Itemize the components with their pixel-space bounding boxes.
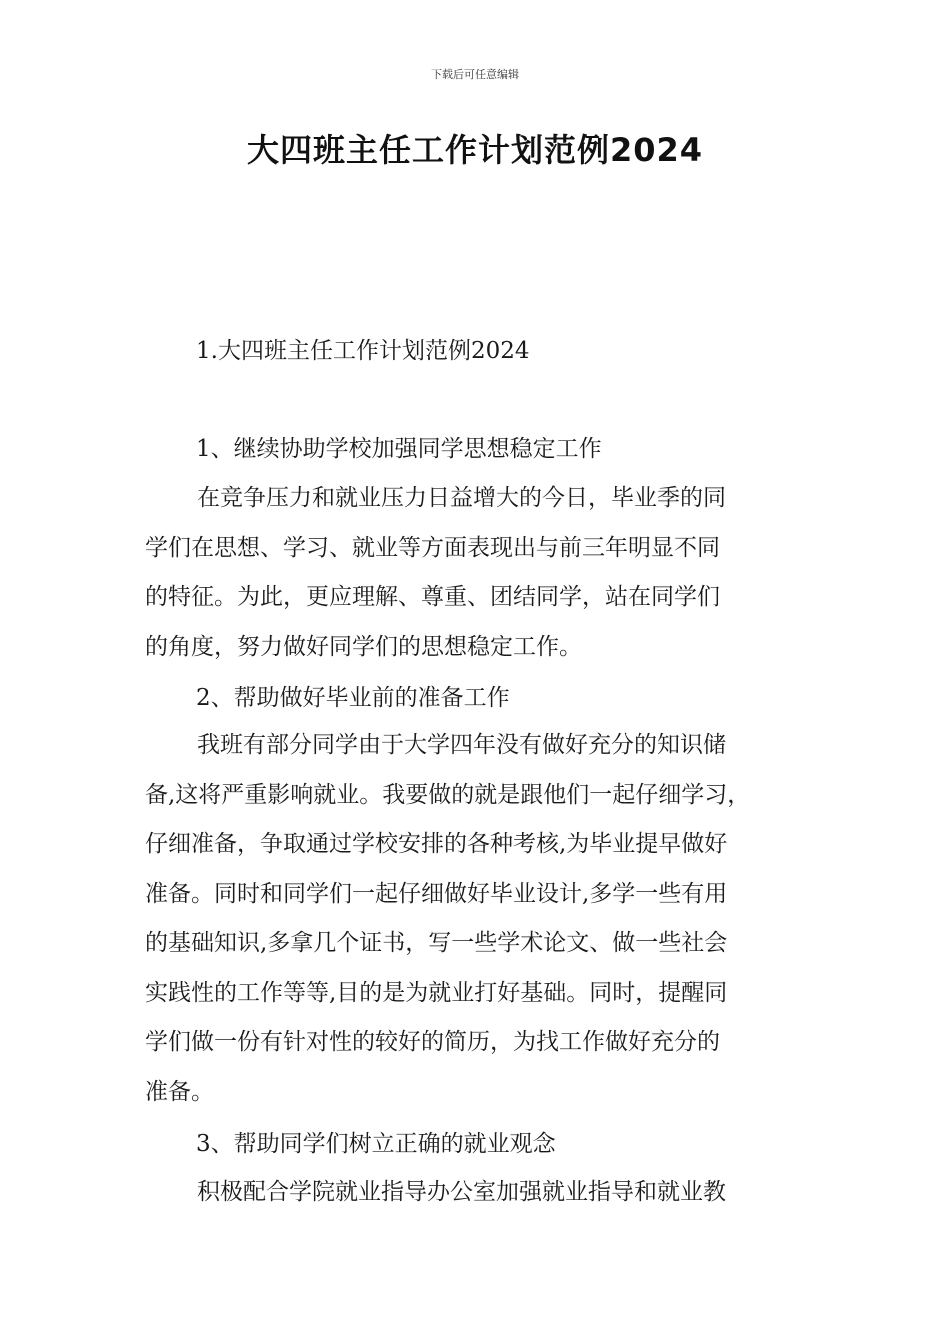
paragraph-line: 实践性的工作等等,目的是为就业打好基础。同时，提醒同 <box>145 979 728 1006</box>
numbered-heading: 1.大四班主任工作计划范例2024 <box>196 338 530 364</box>
section-heading-3: 3、帮助同学们树立正确的就业观念 <box>196 1131 556 1157</box>
section-heading-2: 2、帮助做好毕业前的准备工作 <box>196 685 510 711</box>
paragraph-line: 仔细准备，争取通过学校安排的各种考核,为毕业提早做好 <box>145 831 728 857</box>
paragraph-line: 在竞争压力和就业压力日益增大的今日，毕业季的同 <box>197 485 726 511</box>
paragraph-line: 学们在思想、学习、就业等方面表现出与前三年明显不同 <box>145 534 720 561</box>
paragraph-line: 准备。 <box>145 1078 214 1105</box>
paragraph-line: 的角度，努力做好同学们的思想稳定工作。 <box>145 633 582 660</box>
section-paragraph-3 <box>145 1168 807 1218</box>
paragraph-line: 我班有部分同学由于大学四年没有做好充分的知识储 <box>197 732 726 758</box>
paragraph-line: 学们做一份有针对性的较好的简历，为找工作做好充分的 <box>145 1029 720 1055</box>
section-paragraph-2 <box>145 721 807 1117</box>
paragraph-line: 准备。同时和同学们一起仔细做好毕业设计,多学一些有用 <box>145 880 728 907</box>
paragraph-line: 备,这将严重影响就业。我要做的就是跟他们一起仔细学习， <box>145 781 751 808</box>
section-heading-1: 1、继续协助学校加强同学思想稳定工作 <box>196 436 602 462</box>
section-paragraph-1 <box>145 474 807 672</box>
header-note: 下载后可任意编辑 <box>431 68 519 81</box>
paragraph-line: 积极配合学院就业指导办公室加强就业指导和就业教 <box>197 1179 726 1205</box>
paragraph-line: 的基础知识,多拿几个证书，写一些学术论文、做一些社会 <box>145 930 728 956</box>
document-title: 大四班主任工作计划范例2024 <box>246 131 704 169</box>
paragraph-line: 的特征。为此，更应理解、尊重、团结同学，站在同学们 <box>145 584 720 610</box>
